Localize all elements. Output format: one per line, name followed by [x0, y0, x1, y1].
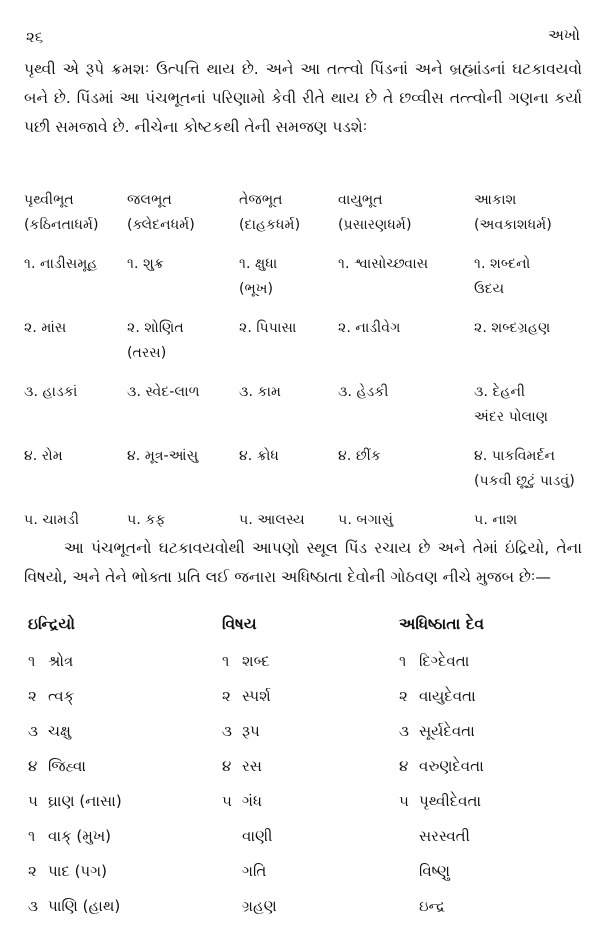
- elements-table-header-row: [24, 188, 589, 213]
- table-cell: [239, 469, 338, 494]
- table-row-continuation: [24, 469, 589, 494]
- table-cell: [127, 469, 239, 494]
- paragraph-senses-intro: આ પંચભૂતનો ઘટકાવયવોથી આપણો સ્થૂલ પિંડ રચાય છે અને તેમાં ઇંદ્રિયો, તેના વિષયો, અને તેને ભોક્તા પ્રતિ લઈ જનારા અધિષ્ઠાતા દેવોની ગોઠવણ નીચે મુજબ છેઃ—: [24, 539, 582, 586]
- table-cell: ૩. હેડકી: [338, 384, 389, 400]
- table-cell: ૪. છીંક: [338, 448, 381, 464]
- table-cell: [474, 341, 589, 366]
- elements-table: [24, 188, 589, 533]
- table-cell: ગંધ: [242, 792, 262, 810]
- table-cell-number: ૪: [28, 757, 38, 775]
- table-cell: રસ: [242, 757, 262, 775]
- table-header: અધિષ્ઠાતા દેવ: [399, 615, 485, 633]
- table-cell: ૩. કામ: [239, 384, 281, 400]
- table-header: પૃથ્વીભૂત: [24, 192, 74, 208]
- table-cell: દિગ્દેવતા: [419, 652, 470, 670]
- table-cell-number: ૩: [28, 897, 38, 915]
- table-cell: ૫. નાશ: [474, 512, 518, 528]
- table-cell-number: [222, 889, 242, 924]
- table-cell: ૪. રોમ: [24, 448, 63, 464]
- table-cell-number: ૩: [399, 722, 409, 740]
- table-cell-number: ૧: [28, 827, 36, 845]
- table-row: [28, 749, 588, 784]
- table-cell: [24, 405, 127, 430]
- table-cell: ઇન્દ્ર: [419, 897, 446, 915]
- table-cell-number: ૨: [399, 687, 408, 705]
- table-cell: (ભૂખ): [239, 281, 274, 297]
- table-cell: ૧. શબ્દનો: [474, 256, 531, 272]
- table-subheader: (દાહકધર્મ): [239, 217, 301, 233]
- table-cell: [127, 405, 239, 430]
- table-cell: સરસ્વતી: [419, 827, 470, 845]
- table-cell: ૩. સ્વેદ-લાળ: [127, 384, 200, 400]
- table-cell: ૨. શોણિત: [127, 320, 184, 336]
- table-cell: [24, 469, 127, 494]
- table-cell: ૨. શબ્દગ્રહણ: [474, 320, 551, 336]
- table-header: વિષય: [222, 615, 257, 633]
- table-row: [28, 819, 588, 854]
- table-cell: [338, 341, 474, 366]
- table-cell: ૫. આલસ્ય: [239, 512, 305, 528]
- table-cell: જિહ્વા: [48, 757, 86, 775]
- table-row: [24, 366, 589, 405]
- table-cell: વિષ્ણુ: [419, 862, 450, 880]
- table-cell: [239, 341, 338, 366]
- table-subheader: (અવકાશધર્મ): [474, 217, 552, 233]
- senses-table: [28, 604, 588, 924]
- table-cell: પાદ (પગ): [48, 862, 107, 880]
- table-cell: ૩. દેહની: [474, 384, 526, 400]
- table-cell-number: ૧: [28, 652, 36, 670]
- table-subheader: (કઠિનતાધર્મ): [24, 217, 99, 233]
- table-cell: ૩. હાડકાં: [24, 384, 78, 400]
- table-cell: ૧. ક્ષુધા: [239, 256, 278, 272]
- table-cell: [338, 405, 474, 430]
- table-cell: [24, 341, 127, 366]
- table-cell-number: ૨: [222, 687, 231, 705]
- table-cell-number: [399, 889, 419, 924]
- table-cell: ૪. પાકવિમર્દન: [474, 448, 556, 464]
- table-header: જલભૂત: [127, 192, 172, 208]
- table-cell: ૪. ક્રોધ: [239, 448, 279, 464]
- table-cell: ૪. મૂત્ર-આંસુ: [127, 448, 199, 464]
- table-row: [28, 644, 588, 679]
- table-row-continuation: [24, 341, 589, 366]
- table-row: [28, 714, 588, 749]
- table-cell: ૫. બગાસું: [338, 512, 394, 528]
- table-cell: સૂર્યદેવતા: [419, 722, 475, 740]
- table-cell-number: ૫: [28, 792, 38, 810]
- table-cell: વાક્ (મુખ): [48, 827, 112, 845]
- table-cell: ગતિ: [242, 862, 267, 880]
- table-cell-number: ૨: [28, 862, 37, 880]
- paragraph-intro: પૃથ્વી એ રૂપે ક્રમશઃ ઉત્પત્તિ થાય છે. અને આ તત્ત્વો પિંડનાં અને બ્રહ્માંડનાં ઘટકાવયવો બને છે. પિંડમાં આ પંચભૂતનાં પરિણામો કેવી રીતે થાય છે તે છવ્વીસ તત્ત્વોની ગણના કર્યા પછી સમજાવે છે. નીચેના કોષ્ટકથી તેની સમજણ પડશેઃ: [24, 60, 582, 136]
- page-number: ૨૬: [26, 28, 44, 46]
- table-row: [24, 494, 589, 533]
- table-cell: ૧. શુક્ર: [127, 256, 164, 272]
- table-cell-number: ૫: [222, 792, 232, 810]
- table-cell: ૫. ચામડી: [24, 512, 80, 528]
- table-cell: વરુણદેવતા: [419, 757, 484, 775]
- table-cell: પાણિ (હાથ): [48, 897, 121, 915]
- table-row: [24, 430, 589, 469]
- table-cell: [338, 469, 474, 494]
- table-cell: [127, 277, 239, 302]
- table-row: [28, 889, 588, 924]
- table-cell: ૨. માંસ: [24, 320, 67, 336]
- table-header: વાયુભૂત: [338, 192, 383, 208]
- running-head: અખો: [548, 26, 580, 44]
- table-cell-number: ૩: [28, 722, 38, 740]
- table-cell-number: ૨: [28, 687, 37, 705]
- table-cell: શ્રોત્ર: [48, 652, 74, 670]
- table-cell-number: [399, 854, 419, 889]
- table-row: [28, 854, 588, 889]
- table-subheader: (ક્લેદનધર્મ): [127, 217, 195, 233]
- senses-table-header-row: [28, 604, 588, 644]
- table-cell: શબ્દ: [242, 652, 270, 670]
- table-row-continuation: [24, 405, 589, 430]
- table-cell: (તરસ): [127, 345, 167, 361]
- table-header: તેજભૂત: [239, 192, 283, 208]
- table-cell: અંદર પોલાણ: [474, 409, 549, 425]
- table-header: ઇન્દ્રિયો: [28, 615, 75, 633]
- table-cell-number: ૧: [399, 652, 407, 670]
- table-cell-number: ૪: [222, 757, 232, 775]
- table-cell-number: ૧: [222, 652, 230, 670]
- table-cell: ગ્રહણ: [242, 897, 277, 915]
- table-cell: ઘ્રાણ (નાસા): [48, 792, 122, 810]
- table-cell-number: ૫: [399, 792, 409, 810]
- table-cell: વાયુદેવતા: [419, 687, 476, 705]
- table-cell: ૧. શ્વાસોચ્છ્વાસ: [338, 256, 429, 272]
- table-cell: ૨. નાડીવેગ: [338, 320, 401, 336]
- table-cell: સ્પર્શ: [242, 687, 271, 705]
- elements-table-subheader-row: [24, 213, 589, 238]
- table-cell-number: [222, 819, 242, 854]
- table-cell: [338, 277, 474, 302]
- table-cell: [239, 405, 338, 430]
- table-cell-number: [399, 819, 419, 854]
- table-subheader: (પ્રસારણધર્મ): [338, 217, 412, 233]
- table-row: [24, 302, 589, 341]
- table-cell: ૧. નાડીસમૂહ: [24, 256, 98, 272]
- table-cell-number: ૪: [399, 757, 409, 775]
- table-row: [24, 238, 589, 277]
- table-cell: ઉદય: [474, 281, 505, 297]
- table-cell: (પકવી છૂટું પાડવું): [474, 473, 575, 489]
- table-cell: વાણી: [242, 827, 273, 845]
- table-row: [28, 784, 588, 819]
- table-row-continuation: [24, 277, 589, 302]
- table-cell: [24, 277, 127, 302]
- table-cell: ત્વક્: [48, 687, 75, 705]
- table-cell: ચક્ષુ: [48, 722, 71, 740]
- table-cell: ૨. પિપાસા: [239, 320, 297, 336]
- table-row: [28, 679, 588, 714]
- table-cell: પૃથ્વીદેવતા: [419, 792, 482, 810]
- table-cell-number: [222, 854, 242, 889]
- table-cell-number: ૩: [222, 722, 232, 740]
- table-cell: રૂપ: [242, 722, 260, 740]
- table-header: આકાશ: [474, 192, 517, 208]
- table-cell: ૫. કફ: [127, 512, 166, 528]
